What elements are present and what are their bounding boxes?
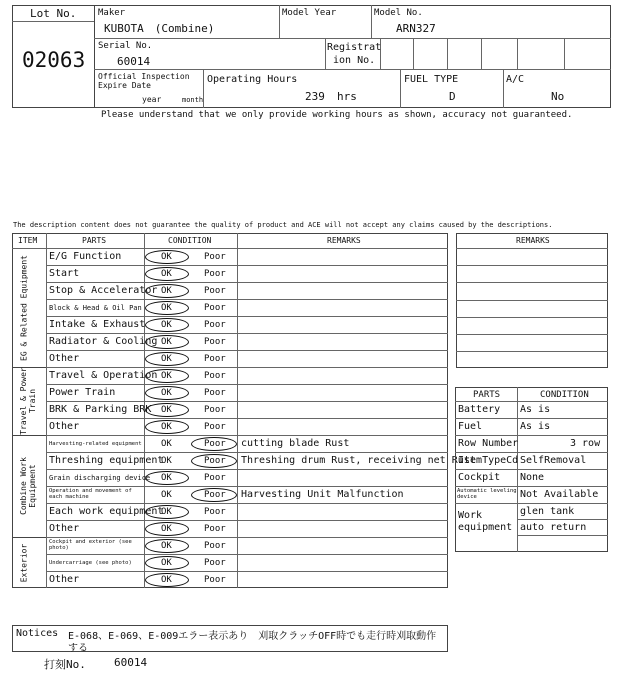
poor-option: Poor [204, 575, 226, 585]
category-label: Combine Work Equipment [19, 457, 37, 515]
ok-option: OK [161, 320, 172, 330]
poor-option: Poor [204, 524, 226, 534]
category-label: Exterior [19, 543, 28, 582]
part-label: Harvesting-related equipment [49, 441, 142, 447]
header-condition: CONDITION [168, 236, 212, 245]
part-label: Each work equipment [49, 506, 164, 517]
poor-option: Poor [204, 439, 226, 449]
ok-option: OK [161, 337, 172, 347]
ok-selected-circle [145, 505, 189, 519]
ok-option: OK [161, 456, 172, 466]
right-remarks-border [456, 233, 608, 368]
ok-option: OK [161, 439, 172, 449]
ok-selected-circle [145, 250, 189, 264]
work-label-2: equipment [458, 522, 513, 533]
operating-hours-value: 239 [305, 90, 325, 103]
serial-label: Serial No. [98, 41, 153, 51]
ok-selected-circle [145, 352, 189, 366]
part-label: Other [49, 574, 80, 585]
poor-option: Poor [204, 422, 226, 432]
ok-selected-circle [145, 471, 189, 485]
ok-option: OK [161, 354, 172, 364]
leveling-value: Not Available [520, 489, 599, 500]
lot-number: 02063 [22, 48, 86, 72]
spec-part-label: Fuel [458, 421, 483, 432]
poor-option: Poor [204, 558, 226, 568]
spec-condition-value: None [520, 472, 545, 483]
notices-line-1: E-068、E-069、E-009エラー表示あり 刈取クラッチOFF時でも走行時刈取動作 [68, 631, 437, 642]
ok-selected-circle [145, 369, 189, 383]
fuel-type-value: D [449, 90, 456, 103]
poor-selected-circle [191, 454, 237, 468]
poor-option: Poor [204, 388, 226, 398]
part-label: Other [49, 523, 80, 534]
registration-label-2: ion No. [333, 55, 376, 66]
part-label: Other [49, 421, 80, 432]
ok-option: OK [161, 286, 172, 296]
part-label: Travel & Operation [49, 370, 158, 381]
poor-option: Poor [204, 490, 226, 500]
poor-option: Poor [204, 354, 226, 364]
spec-condition-value: 3 row [570, 438, 601, 449]
part-label: Intake & Exhaust [49, 319, 146, 330]
poor-option: Poor [204, 507, 226, 517]
inspection-label-1: Official Inspection [98, 72, 190, 81]
poor-option: Poor [204, 320, 226, 330]
model-no-label: Model No. [374, 8, 423, 18]
spec-condition-value: As is [520, 404, 551, 415]
part-label: Grain discharging device [49, 474, 151, 482]
ok-option: OK [161, 388, 172, 398]
ok-selected-circle [145, 539, 189, 553]
spec-part-label: Row Number [458, 438, 519, 449]
leveling-label-2: device [457, 494, 477, 500]
stamp-value: 60014 [114, 656, 148, 669]
ok-selected-circle [145, 335, 189, 349]
remark-text: cutting blade Rust [241, 438, 350, 449]
ok-option: OK [161, 473, 172, 483]
ok-selected-circle [145, 556, 189, 570]
ok-option: OK [161, 524, 172, 534]
spec-part-label: ItemTypeCd [458, 455, 519, 466]
header-item: ITEM [18, 236, 38, 245]
part-label: BRK & Parking BRK [49, 404, 152, 415]
poor-option: Poor [204, 286, 226, 296]
year-label: year [142, 95, 162, 104]
ok-option: OK [161, 541, 172, 551]
remark-text: Threshing drum Rust, receiving net Rust [241, 455, 476, 466]
fuel-type-label: FUEL TYPE [404, 74, 459, 85]
ok-selected-circle [145, 522, 189, 536]
header-remarks: REMARKS [327, 236, 361, 245]
ok-option: OK [161, 575, 172, 585]
part-label: Start [49, 268, 80, 279]
poor-option: Poor [204, 541, 226, 551]
spec-parts-header: PARTS [473, 390, 501, 400]
leveling-label-1: Automatic leveling [457, 488, 517, 494]
part-label: Block & Head & Oil Pan [49, 304, 142, 312]
spec-part-label: Battery [458, 404, 501, 415]
stamp-label: 打刻No. [44, 658, 86, 671]
part-label: Cockpit and exterior (see photo) [49, 539, 132, 551]
ok-selected-circle [145, 267, 189, 281]
ok-selected-circle [145, 318, 189, 332]
right-remarks-header: REMARKS [516, 236, 550, 245]
poor-option: Poor [204, 337, 226, 347]
ac-label: A/C [506, 74, 525, 85]
ok-selected-circle [145, 386, 189, 400]
part-label: Power Train [49, 387, 116, 398]
maker-value: KUBOTA (Combine) [104, 22, 215, 35]
ok-option: OK [161, 490, 172, 500]
maker-label: Maker [98, 8, 126, 18]
hours-disclaimer: Please understand that we only provide working hours as shown, accuracy not guaranteed. [101, 110, 573, 120]
ac-value: No [551, 90, 565, 103]
ok-option: OK [161, 303, 172, 313]
serial-value: 60014 [117, 55, 151, 68]
category-label: EG & Related Equipment [19, 254, 28, 361]
part-label: Other [49, 353, 80, 364]
ok-option: OK [161, 558, 172, 568]
description-disclaimer: The description content does not guarantee the quality of product and ACE will not accept any claims caused by the descriptions. [13, 221, 553, 229]
remark-text: Harvesting Unit Malfunction [241, 489, 404, 500]
spec-condition-value: As is [520, 421, 551, 432]
operating-hours-label: Operating Hours [207, 74, 298, 85]
work-value-2: auto return [520, 522, 587, 533]
poor-option: Poor [204, 473, 226, 483]
poor-selected-circle [191, 488, 237, 502]
part-label: Threshing equipment [49, 455, 164, 466]
spec-condition-header: CONDITION [540, 390, 589, 400]
part-label: E/G Function [49, 251, 122, 262]
poor-option: Poor [204, 303, 226, 313]
category-label: Travel & Power Train [19, 367, 37, 435]
ok-selected-circle [145, 573, 189, 587]
ok-option: OK [161, 371, 172, 381]
ok-option: OK [161, 507, 172, 517]
poor-option: Poor [204, 252, 226, 262]
ok-selected-circle [145, 420, 189, 434]
model-year-label: Model Year [282, 8, 337, 18]
spec-condition-value: SelfRemoval [520, 455, 587, 466]
ok-option: OK [161, 405, 172, 415]
part-label: Radiator & Cooling [49, 336, 158, 347]
inspection-label-2: Expire Date [98, 81, 151, 90]
poor-option: Poor [204, 269, 226, 279]
lot-label: Lot No. [30, 7, 77, 20]
poor-option: Poor [204, 405, 226, 415]
notices-line-2: する [68, 643, 88, 654]
registration-label-1: Registrat [327, 42, 382, 53]
part-label: Undercarriage (see photo) [49, 560, 132, 566]
notices-label: Notices [16, 628, 59, 639]
ok-option: OK [161, 252, 172, 262]
ok-option: OK [161, 269, 172, 279]
work-value-1: glen tank [520, 506, 575, 517]
work-label-1: Work [458, 510, 483, 521]
part-label: Operation and movement of each machine [49, 488, 132, 500]
ok-selected-circle [145, 284, 189, 298]
ok-option: OK [161, 422, 172, 432]
model-no-value: ARN327 [396, 22, 436, 35]
header-parts: PARTS [82, 236, 107, 245]
month-label: month [182, 96, 204, 104]
poor-option: Poor [204, 371, 226, 381]
part-label: Stop & Accelerator [49, 285, 158, 296]
operating-hours-unit: hrs [337, 90, 357, 103]
ok-selected-circle [145, 301, 189, 315]
ok-selected-circle [145, 403, 189, 417]
poor-option: Poor [204, 456, 226, 466]
poor-selected-circle [191, 437, 237, 451]
spec-part-label: Cockpit [458, 472, 501, 483]
